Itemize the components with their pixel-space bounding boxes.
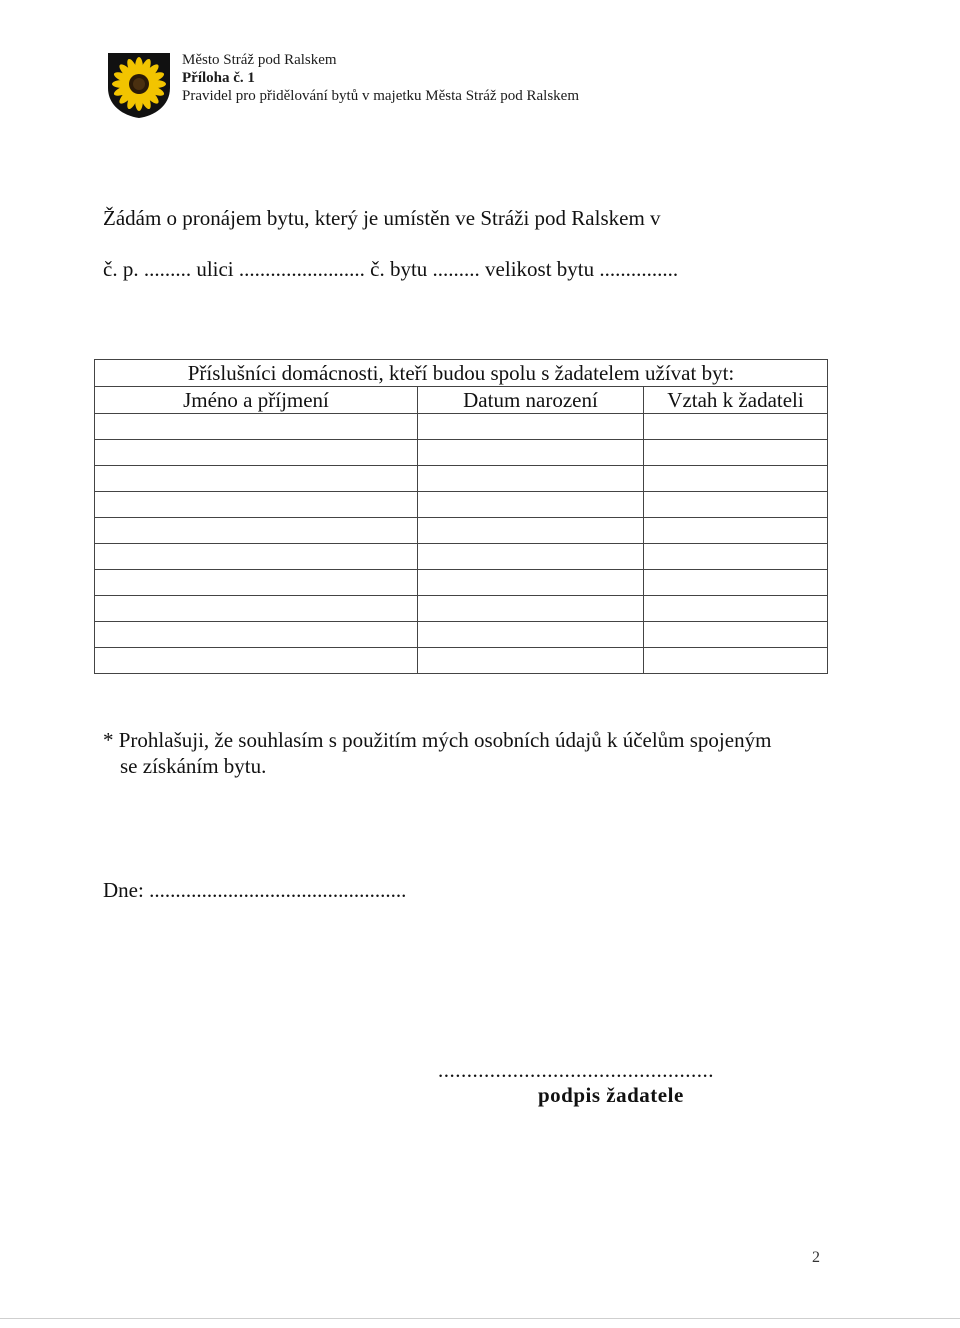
member-rows <box>95 414 828 674</box>
cell-name <box>95 648 418 674</box>
cell-name <box>95 518 418 544</box>
cell-birthdate <box>418 648 644 674</box>
header-annex: Příloha č. 1 <box>182 70 255 86</box>
consent-line-1: * Prohlašuji, že souhlasím s použitím mých osobních údajů k účelům spojeným <box>103 728 772 752</box>
cell-name <box>95 440 418 466</box>
cell-relation <box>644 544 828 570</box>
signature-label: podpis žadatele <box>538 1083 684 1107</box>
column-header-name: Jméno a příjmení <box>95 387 418 414</box>
apartment-details-line: č. p. ......... ulici ........................ č. bytu ......... velikost bytu ............... <box>103 257 679 281</box>
header-rules: Pravidel pro přidělování bytů v majetku Města Stráž pod Ralskem <box>182 88 580 104</box>
table-caption: Příslušníci domácnosti, kteří budou spolu s žadatelem užívat byt: <box>95 360 828 387</box>
cell-name <box>95 596 418 622</box>
cell-name <box>95 466 418 492</box>
header-city: Město Stráž pod Ralskem <box>182 52 337 68</box>
table-row <box>95 492 828 518</box>
consent-statement <box>103 727 843 779</box>
cell-birthdate <box>418 440 644 466</box>
household-members-table <box>94 359 828 674</box>
cell-birthdate <box>418 518 644 544</box>
cell-name <box>95 570 418 596</box>
cell-birthdate <box>418 596 644 622</box>
cell-name <box>95 492 418 518</box>
cell-relation <box>644 440 828 466</box>
cell-birthdate <box>418 492 644 518</box>
cell-relation <box>644 570 828 596</box>
cell-relation <box>644 492 828 518</box>
cell-name <box>95 414 418 440</box>
cell-birthdate <box>418 466 644 492</box>
cell-relation <box>644 648 828 674</box>
request-statement: Žádám o pronájem bytu, který je umístěn ve Stráži pod Ralskem v <box>103 206 661 230</box>
sunflower-crest-icon <box>104 50 174 120</box>
cell-name <box>95 544 418 570</box>
column-header-relation: Vztah k žadateli <box>644 387 828 414</box>
cell-birthdate <box>418 544 644 570</box>
table-row <box>95 544 828 570</box>
page-number: 2 <box>812 1249 820 1266</box>
cell-birthdate <box>418 622 644 648</box>
table-row <box>95 518 828 544</box>
table-row <box>95 622 828 648</box>
cell-birthdate <box>418 414 644 440</box>
table-row <box>95 466 828 492</box>
date-field: Dne: ................................................. <box>103 878 407 902</box>
cell-relation <box>644 622 828 648</box>
column-header-birthdate: Datum narození <box>418 387 644 414</box>
signature-line: ................................................ <box>438 1058 714 1082</box>
table-row <box>95 440 828 466</box>
consent-line-2: se získáním bytu. <box>120 754 267 778</box>
bottom-rule <box>0 1318 960 1319</box>
table-row <box>95 596 828 622</box>
table-row <box>95 570 828 596</box>
cell-birthdate <box>418 570 644 596</box>
cell-relation <box>644 414 828 440</box>
cell-name <box>95 622 418 648</box>
cell-relation <box>644 518 828 544</box>
cell-relation <box>644 466 828 492</box>
cell-relation <box>644 596 828 622</box>
table-row <box>95 648 828 674</box>
table-row <box>95 414 828 440</box>
